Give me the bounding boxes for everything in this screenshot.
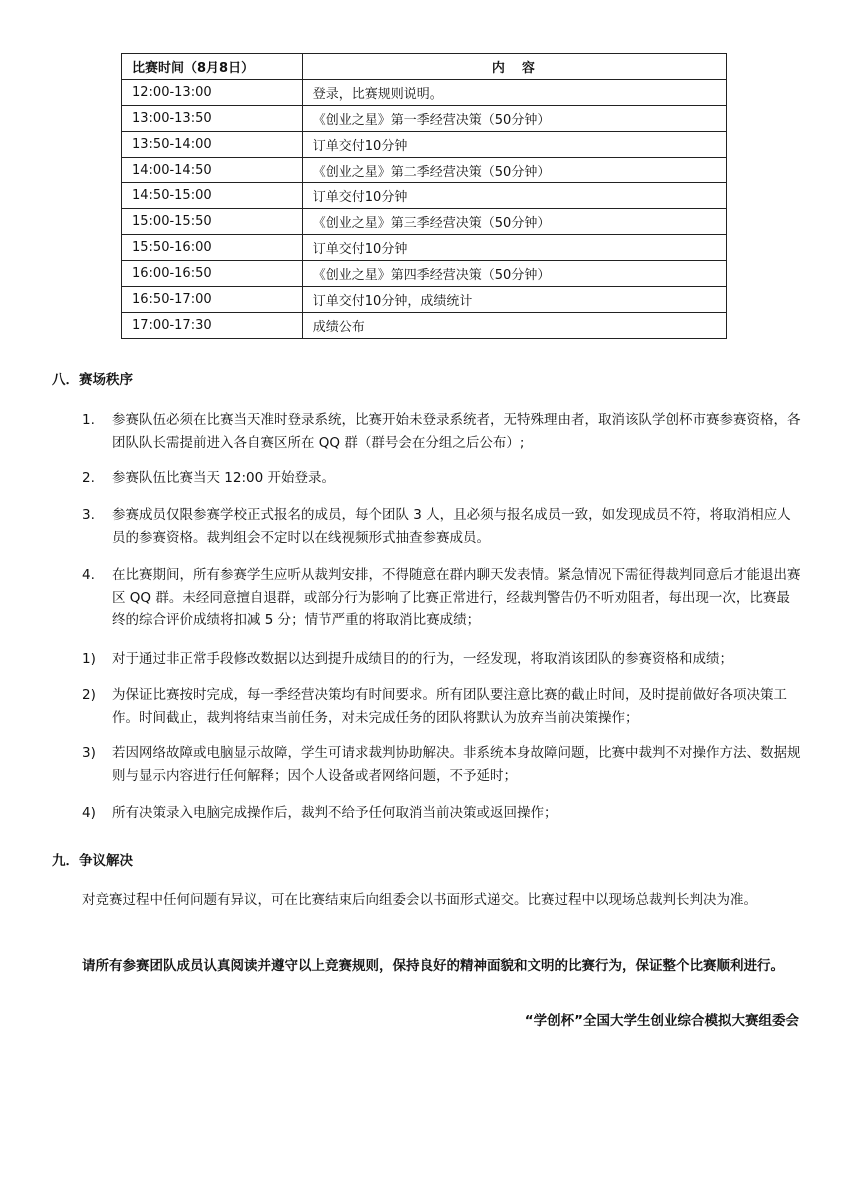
row-time: 14:00-14:50 [122, 157, 303, 183]
list-number: 2. [82, 470, 95, 486]
row-content: 订单交付10分钟，成绩统计 [302, 287, 726, 313]
table-row [122, 287, 727, 313]
list-number: 2) [82, 687, 96, 703]
row-time: 14:50-15:00 [122, 183, 303, 209]
list-number: 3. [82, 507, 95, 523]
row-time: 15:00-15:50 [122, 209, 303, 235]
table-row [122, 261, 727, 287]
table-row [122, 157, 727, 183]
list-number: 1) [82, 651, 96, 667]
section-8-heading: 八．赛场秩序 [52, 372, 133, 388]
list-item [82, 504, 802, 549]
row-time: 12:00-13:00 [122, 79, 303, 105]
list-text: 参赛队伍比赛当天 12:00 开始登录。 [112, 470, 335, 486]
row-content: 订单交付10分钟 [302, 183, 726, 209]
header-time: 比赛时间（8月8日） [122, 54, 303, 80]
list-text: 为保证比赛按时完成，每一季经营决策均有时间要求。所有团队要注意比赛的截止时间，及时提前做好各项决策工作。时间截止，裁判将结束当前任务，对未完成任务的团队将默认为放弃当前决策操作； [112, 687, 787, 726]
list-item [82, 742, 802, 787]
table-row [122, 79, 727, 105]
row-time: 16:50-17:00 [122, 287, 303, 313]
list-number: 4) [82, 805, 96, 821]
list-number: 4. [82, 567, 95, 583]
closing-paragraph: 请所有参赛团队成员认真阅读并遵守以上竞赛规则，保持良好的精神面貌和文明的比赛行为，保证整个比赛顺利进行。 [82, 958, 784, 974]
table-row [122, 131, 727, 157]
table-row [122, 312, 727, 338]
list-text: 对于通过非正常手段修改数据以达到提升成绩目的的行为，一经发现，将取消该团队的参赛资格和成绩； [112, 651, 733, 667]
list-text: 参赛成员仅限参赛学校正式报名的成员，每个团队 3 人，且必须与报名成员一致，如发现成员不符，将取消相应人员的参赛资格。裁判组会不定时以在线视频形式抽查参赛成员。 [112, 507, 791, 546]
row-content: 《创业之星》第二季经营决策（50分钟） [302, 157, 726, 183]
list-item [82, 467, 802, 490]
list-item [82, 802, 802, 825]
list-text: 参赛队伍必须在比赛当天准时登录系统，比赛开始未登录系统者，无特殊理由者，取消该队学创杯市赛参赛资格，各团队队长需提前进入各自赛区所在 QQ 群（群号会在分组之后公布）; [112, 412, 801, 451]
row-time: 13:00-13:50 [122, 105, 303, 131]
list-item [82, 648, 802, 671]
table-row [122, 183, 727, 209]
row-content: 《创业之星》第三季经营决策（50分钟） [302, 209, 726, 235]
list-item [82, 684, 802, 729]
row-content: 《创业之星》第一季经营决策（50分钟） [302, 105, 726, 131]
row-content: 订单交付10分钟 [302, 131, 726, 157]
row-time: 17:00-17:30 [122, 312, 303, 338]
dispute-paragraph: 对竞赛过程中任何问题有异议，可在比赛结束后向组委会以书面形式递交。比赛过程中以现场总裁判长判决为准。 [82, 892, 757, 908]
list-text: 所有决策录入电脑完成操作后，裁判不给予任何取消当前决策或返回操作； [112, 805, 558, 821]
list-number: 1. [82, 412, 95, 428]
table-header-row [122, 54, 727, 80]
row-time: 13:50-14:00 [122, 131, 303, 157]
list-item [82, 564, 802, 632]
table-row [122, 209, 727, 235]
list-number: 3) [82, 745, 96, 761]
list-item [82, 409, 802, 454]
table-row [122, 235, 727, 261]
row-content: 订单交付10分钟 [302, 235, 726, 261]
header-content: 内 容 [302, 54, 726, 80]
row-content: 《创业之星》第四季经营决策（50分钟） [302, 261, 726, 287]
row-content: 登录，比赛规则说明。 [302, 79, 726, 105]
list-text: 在比赛期间，所有参赛学生应听从裁判安排，不得随意在群内聊天发表情。紧急情况下需征得裁判同意后才能退出赛区 QQ 群。未经同意擅自退群，或部分行为影响了比赛正常进行，经裁判警告仍不听劝阻者，每出现一次，比赛最终的综合评价成绩将扣减 5 分；情节严重的将取消比赛成绩； [112, 567, 801, 628]
list-text: 若因网络故障或电脑显示故障，学生可请求裁判协助解决。非系统本身故障问题，比赛中裁判不对操作方法、数据规则与显示内容进行任何解释；因个人设备或者网络问题，不予延时； [112, 745, 801, 784]
schedule-table [121, 53, 727, 339]
row-time: 15:50-16:00 [122, 235, 303, 261]
row-time: 16:00-16:50 [122, 261, 303, 287]
table-row [122, 105, 727, 131]
row-content: 成绩公布 [302, 312, 726, 338]
organizer-signature: “学创杯”全国大学生创业综合模拟大赛组委会 [524, 1013, 799, 1029]
section-9-heading: 九．争议解决 [52, 853, 133, 869]
